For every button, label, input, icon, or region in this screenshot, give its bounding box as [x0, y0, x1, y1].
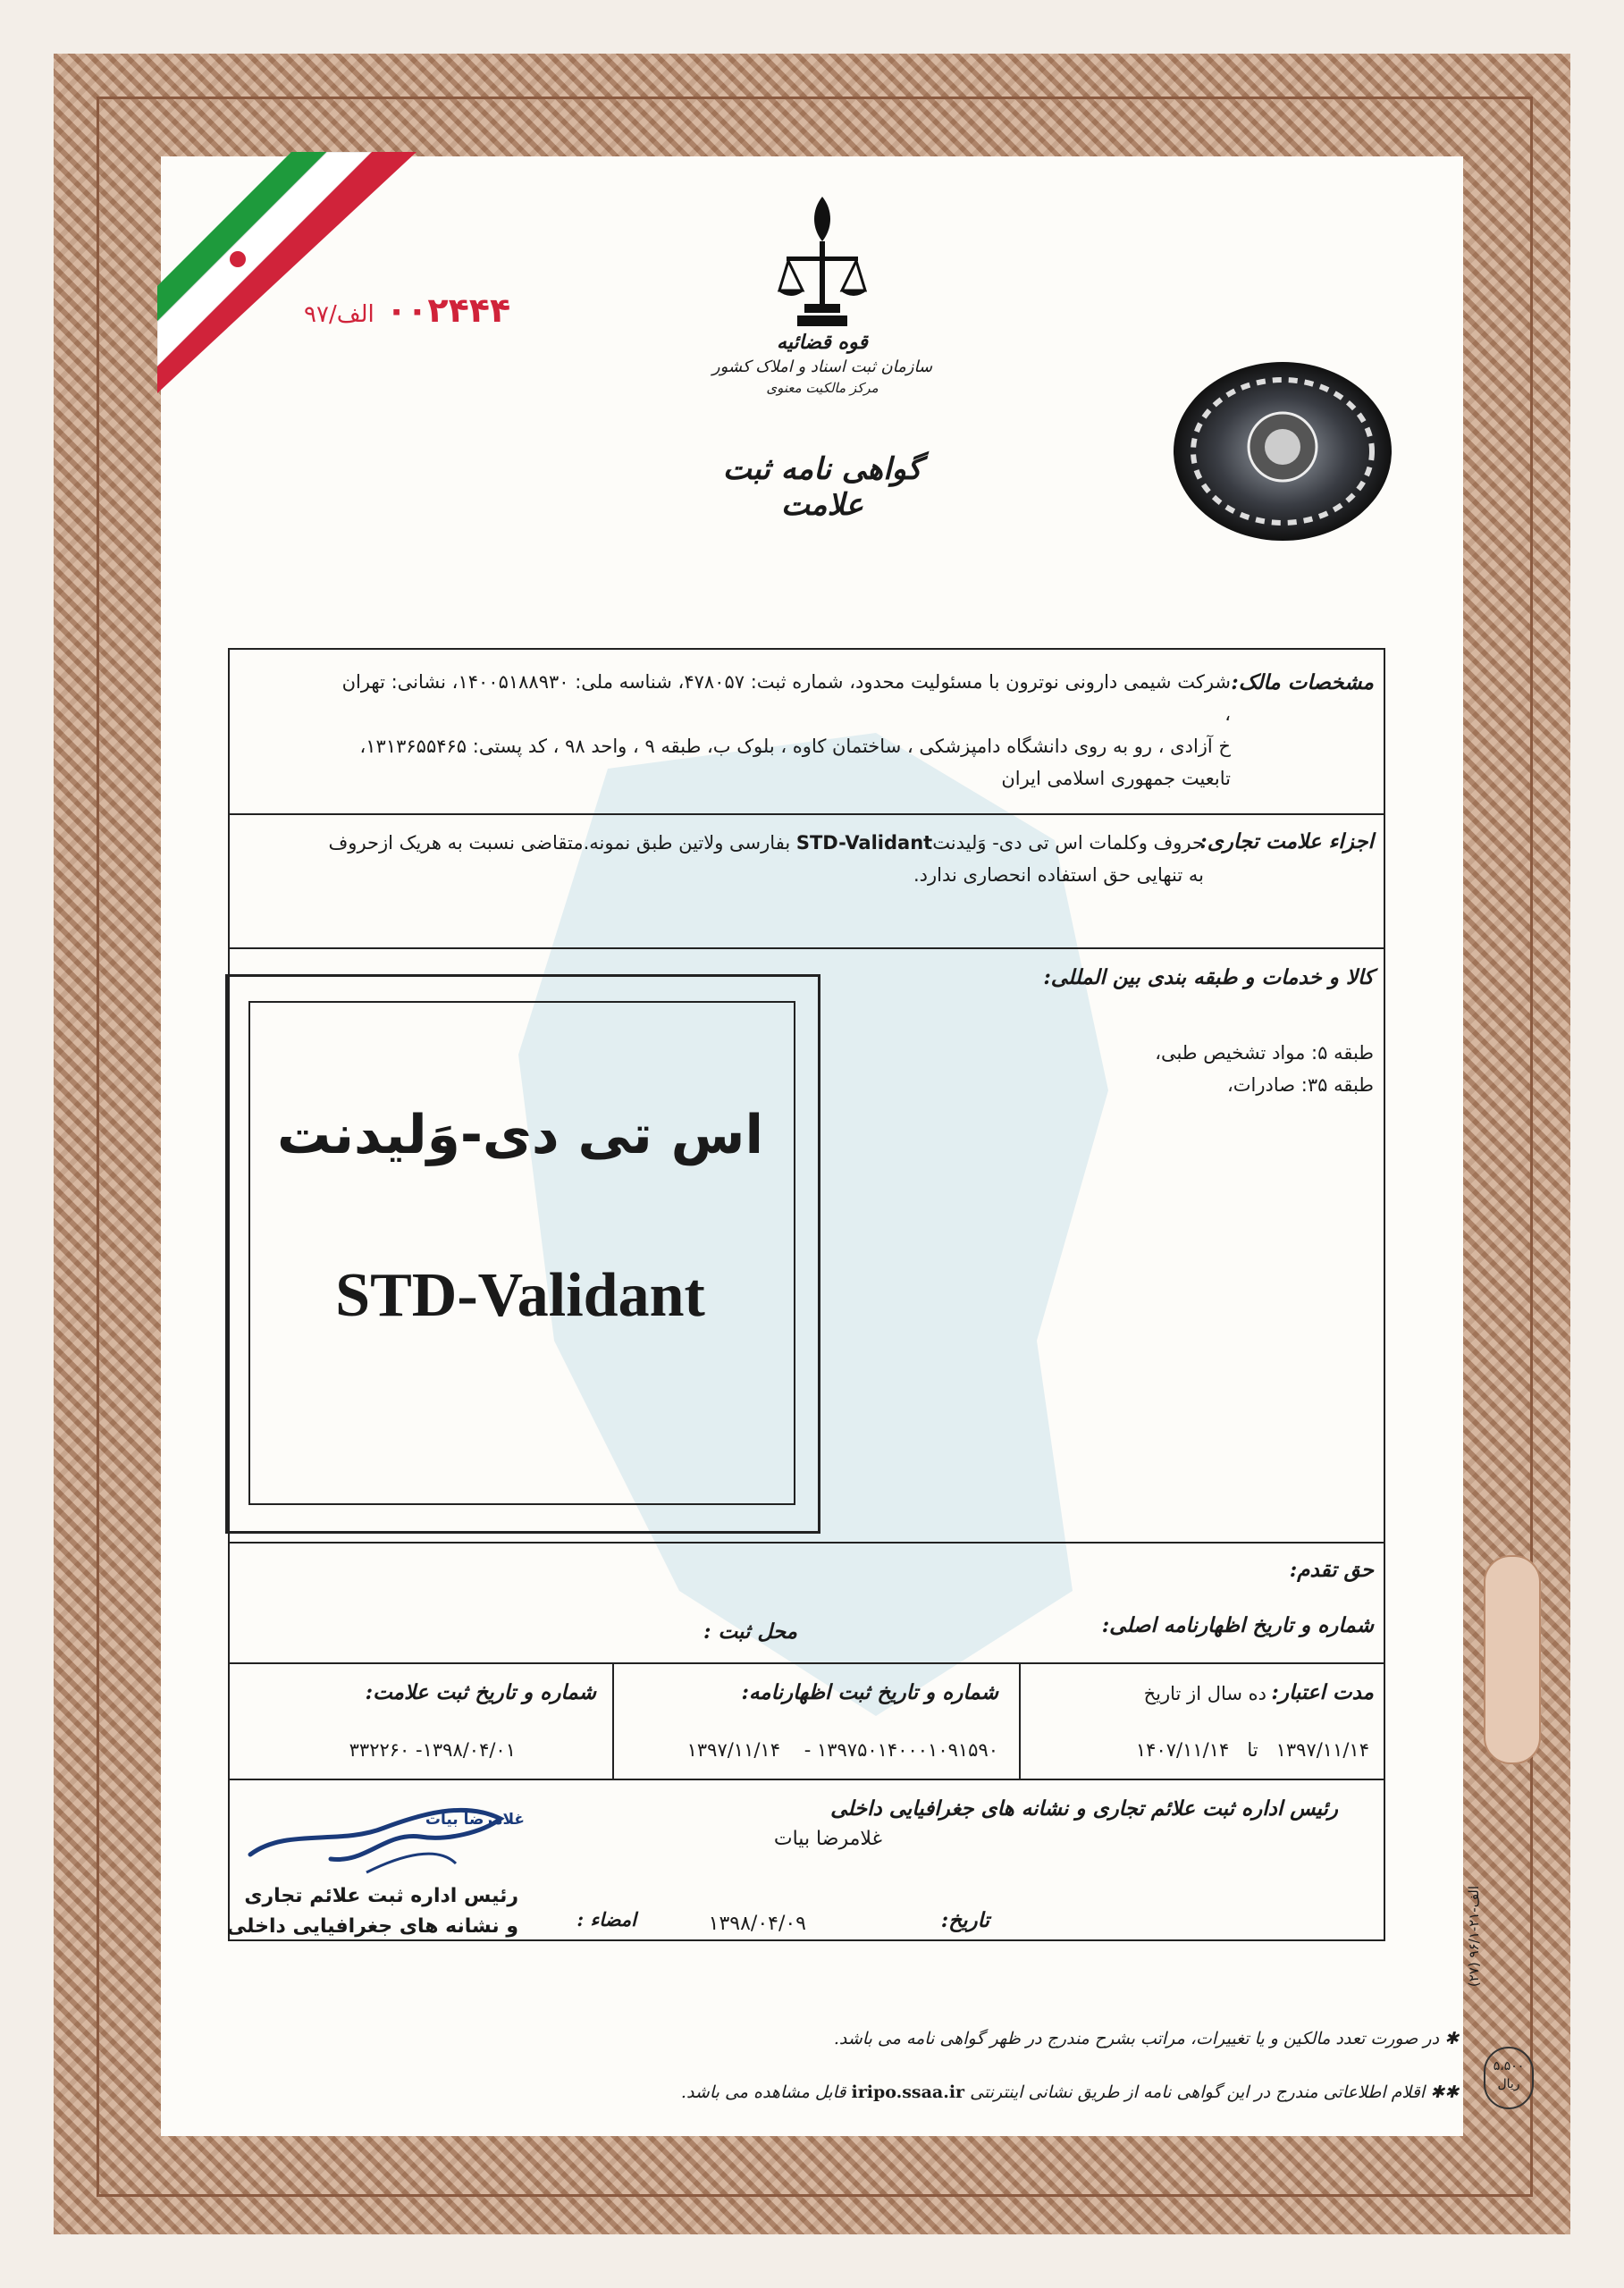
star-bullet-icon: ✱✱ [1430, 2082, 1459, 2102]
row-divider-parts [228, 947, 1385, 949]
date-label: تاریخ: [940, 1908, 989, 1932]
validity-to: ۱۴۰۷/۱۱/۱۴ [1135, 1739, 1230, 1761]
signatory-office-label: رئیس اداره ثبت علائم تجاری و نشانه های جغرافیایی داخلی [830, 1796, 1338, 1821]
mark-parts-suffix: بفارسی ولاتین طبق نمونه.متقاضی نسبت به هریک ازحروف [328, 832, 791, 854]
mark-sample-inner-frame [248, 1001, 795, 1505]
owner-details [337, 666, 1231, 795]
signature-stamp [223, 1881, 518, 1942]
mark-parts-text [310, 827, 1204, 891]
footer-note-owners [834, 2029, 1459, 2048]
owner-line: خ آزادی ، رو به روی دانشگاه دامپزشکی ، ساختمان کاوه ، بلوک ب، طبقه ۹ ، واحد ۹۸ ، کد پستی: ۱۳۱۳۶۵۵۴۶۵، [359, 736, 1231, 757]
stamp-line: و نشانه های جغرافیایی داخلی [226, 1915, 518, 1938]
registration-value: ۱۳۹۸/۰۴/۰۱- ۳۳۲۲۶۰ [349, 1739, 516, 1761]
org-line-ip-center: مرکز مالکیت معنوی [766, 380, 879, 396]
signatory-name: غلامرضا بیات [773, 1828, 882, 1850]
hologram-seal-icon [1171, 358, 1394, 545]
owner-line: شرکت شیمی دارونی نوترون با مسئولیت محدود، شماره ثبت: ۴۷۸۰۵۷، شناسه ملی: ۱۴۰۰۵۱۸۸۹۳۰، نشانی: تهران ، [341, 671, 1231, 725]
class-item: طبقه ۳۵: صادرات، [1226, 1074, 1374, 1096]
row-divider-dates [228, 1779, 1385, 1780]
mark-sample-farsi: اس تی دی-وَلیدنت [276, 1104, 764, 1166]
issuing-organization [706, 331, 938, 396]
certificate-serial [295, 290, 510, 330]
mark-parts-line: به تنهایی حق استفاده انحصاری ندارد. [913, 864, 1204, 886]
mark-parts-label: اجزاء علامت تجاری: [1199, 829, 1374, 854]
classes-label: کالا و خدمات و طبقه بندی بین المللی: [1043, 965, 1374, 989]
place-of-registration-label: محل ثبت : [703, 1619, 797, 1644]
declaration-number: ۱۳۹۷۵۰۱۴۰۰۰۱۰۹۱۵۹۰ - [804, 1739, 998, 1761]
mark-parts-line [310, 827, 1204, 859]
org-line-judiciary: قوه قضائیه [777, 331, 868, 354]
row-divider-classes [228, 1542, 1385, 1544]
page-title: گواهی نامه ثبت علامت [722, 451, 922, 523]
mark-sample-latin: STD-Validant [335, 1261, 705, 1330]
row-divider-owner [228, 813, 1385, 815]
signature-scrawl-name: غلامرضا بیات [425, 1811, 525, 1829]
footer-note-suffix: قابل مشاهده می باشد. [680, 2082, 846, 2102]
footer-note-prefix: اقلام اطلاعاتی مندرج در این گواهی نامه از طریق نشانی اینترنتی [970, 2082, 1426, 2102]
star-bullet-icon: ✱ [1444, 2029, 1459, 2048]
side-binding-tab [1484, 1555, 1541, 1764]
org-line-registry: سازمان ثبت اسناد و املاک کشور [711, 358, 933, 376]
website-link[interactable]: iripo.ssaa.ir [851, 2082, 965, 2102]
judiciary-scales-emblem-icon [778, 192, 867, 335]
priority-label: حق تقدم: [1289, 1558, 1374, 1582]
flag-emblem-icon [230, 251, 246, 267]
declaration-date: ۱۳۹۷/۱۱/۱۴ [686, 1739, 780, 1761]
owner-label: مشخصات مالک: [1231, 670, 1374, 694]
footer-note-website [681, 2082, 1459, 2102]
classes-list [927, 1037, 1374, 1101]
validity-label: مدت اعتبار: [1271, 1680, 1374, 1704]
validity-range [1136, 1734, 1369, 1766]
validity-from: ۱۳۹۷/۱۱/۱۴ [1275, 1739, 1369, 1761]
iran-flag-ribbon [157, 152, 452, 393]
owner-line: تابعیت جمهوری اسلامی ایران [1001, 768, 1231, 789]
registration-label: شماره و تاریخ ثبت علامت: [365, 1680, 596, 1704]
form-code: (۲۷) الف-۲۱-۹۶/۱ [1466, 1886, 1482, 1988]
sign-label: امضاء : [576, 1908, 636, 1930]
table-border-top [228, 648, 1385, 650]
signature-date: ۱۳۹۸/۰۴/۰۹ [708, 1913, 806, 1935]
price-badge: ۵،۵۰۰ ریال [1484, 2047, 1534, 2109]
mark-parts-prefix: حروف وکلمات اس تی دی- وَلیدنت [932, 832, 1204, 854]
col-divider-2 [1019, 1662, 1021, 1779]
declaration-values [687, 1734, 998, 1766]
footer-note-text: در صورت تعدد مالکین و یا تغییرات، مراتب بشرح مندرج در ظهر گواهی نامه می باشد. [833, 2029, 1440, 2048]
table-border-right [1384, 648, 1385, 1939]
col-divider-1 [612, 1662, 614, 1779]
serial-series: الف/۹۷ [304, 301, 374, 328]
original-declaration-label: شماره و تاریخ اظهارنامه اصلی: [1101, 1613, 1374, 1637]
mark-parts-latin: STD-Validant [795, 832, 933, 854]
stamp-line: رئیس اداره ثبت علائم تجاری [244, 1885, 518, 1907]
declaration-label: شماره و تاریخ ثبت اظهارنامه: [741, 1680, 998, 1704]
validity-text: ده سال از تاریخ [1143, 1683, 1266, 1704]
class-item: طبقه ۵: مواد تشخیص طبی، [1155, 1042, 1374, 1064]
row-divider-priority [228, 1662, 1385, 1664]
serial-number: ۰۰۲۴۴۴ [386, 290, 511, 330]
validity-to-word: تا [1247, 1739, 1258, 1761]
